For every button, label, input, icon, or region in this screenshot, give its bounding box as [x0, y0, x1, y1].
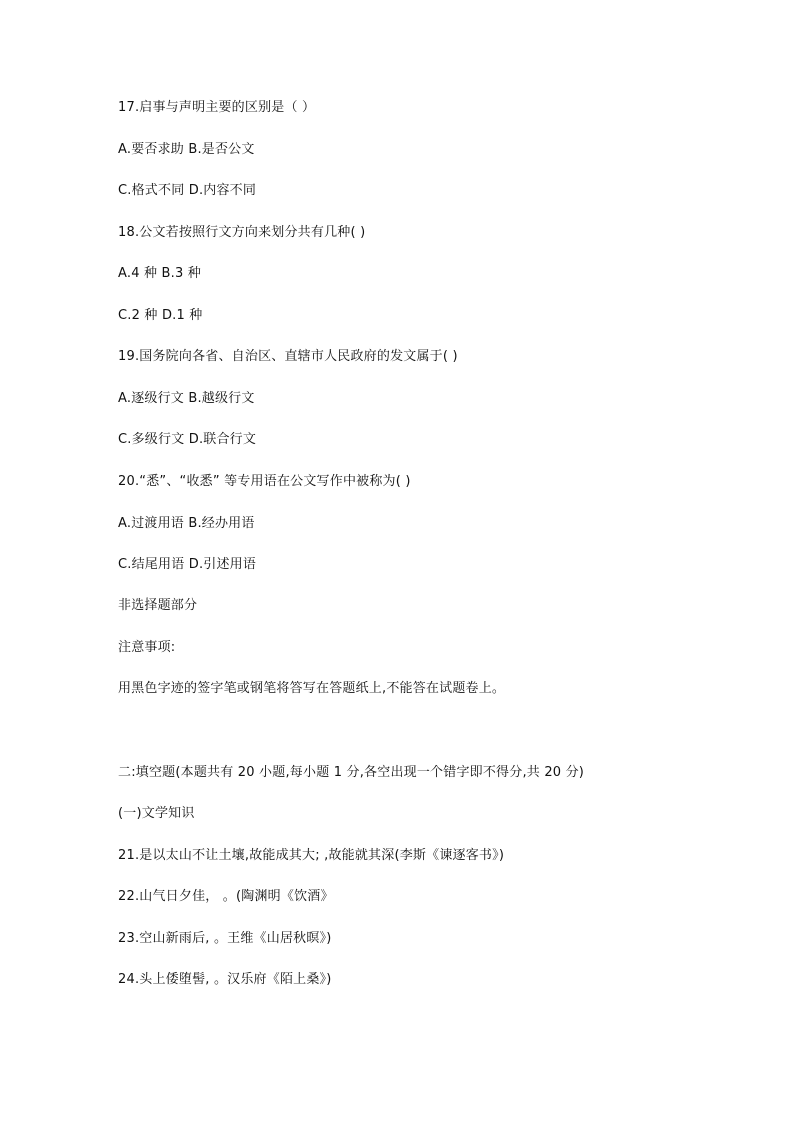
- question-23: 23.空山新雨后, 。王维《山居秋暝》): [118, 931, 332, 946]
- notice-title: 注意事项:: [118, 640, 176, 655]
- notice-text: 用黑色字迹的签字笔或钢笔将答写在答题纸上,不能答在试题卷上。: [118, 681, 506, 696]
- question-19: 19.国务院向各省、自治区、直辖市人民政府的发文属于( ): [118, 349, 458, 364]
- section-heading-non-choice: 非选择题部分: [118, 598, 198, 613]
- question-17-options-cd: C.格式不同 D.内容不同: [118, 183, 257, 198]
- question-20-options-ab: A.过渡用语 B.经办用语: [118, 516, 255, 531]
- question-17: 17.启事与声明主要的区别是（ ）: [118, 100, 316, 115]
- question-20: 20.“悉”、“收悉” 等专用语在公文写作中被称为( ): [118, 474, 411, 489]
- subsection-heading-literature: (一)文学知识: [118, 806, 195, 821]
- question-20-options-cd: C.结尾用语 D.引述用语: [118, 557, 257, 572]
- question-21: 21.是以太山不让土壤,故能成其大; ,故能就其深(李斯《谏逐客书》): [118, 848, 505, 863]
- question-18-options-ab: A.4 种 B.3 种: [118, 266, 201, 281]
- question-22: 22.山气日夕佳， 。(陶渊明《饮酒》: [118, 889, 334, 904]
- question-19-options-cd: C.多级行文 D.联合行文: [118, 432, 257, 447]
- section-heading-fill-in: 二:填空题(本题共有 20 小题,每小题 1 分,各空出现一个错字即不得分,共 20 分): [118, 765, 585, 780]
- question-24: 24.头上倭堕髻, 。汉乐府《陌上桑》): [118, 972, 332, 987]
- question-18-options-cd: C.2 种 D.1 种: [118, 308, 203, 323]
- question-18: 18.公文若按照行文方向来划分共有几种( ): [118, 225, 366, 240]
- question-19-options-ab: A.逐级行文 B.越级行文: [118, 391, 255, 406]
- question-17-options-ab: A.要否求助 B.是否公文: [118, 142, 255, 157]
